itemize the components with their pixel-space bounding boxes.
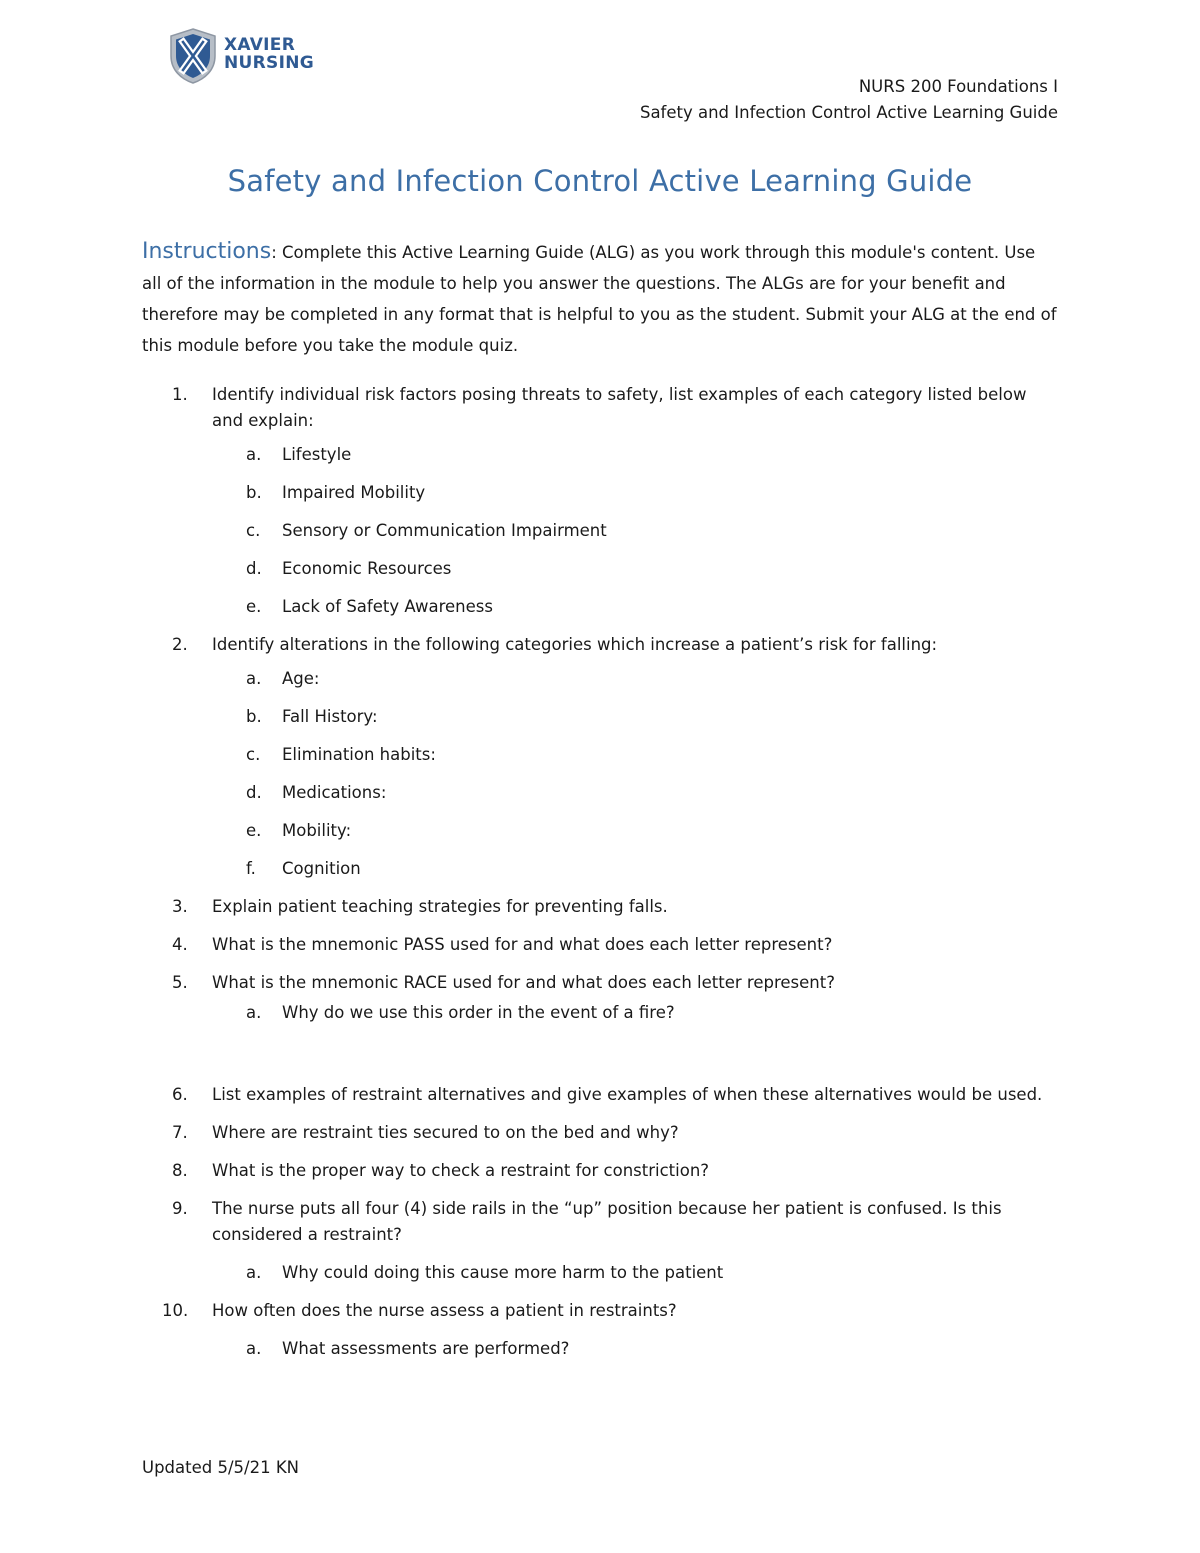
question-number: 8.	[172, 1161, 188, 1180]
question-number: 9.	[172, 1199, 188, 1218]
sub-item	[142, 594, 1057, 620]
sub-letter: a.	[246, 445, 262, 464]
sub-text: Lifestyle	[282, 445, 352, 464]
instructions-text: : Complete this Active Learning Guide (ALG) as you work through this module's content. Use all of the information in the module to help you answer the questions. The ALGs are for your benefit and therefore may be completed in any format that is helpful to you as the student. Submit your ALG at the end of this module before you take the module quiz.	[142, 243, 1057, 355]
question-text: What is the mnemonic RACE used for and what does each letter represent?	[212, 973, 835, 992]
sub-text: What assessments are performed?	[282, 1339, 570, 1358]
sub-item	[142, 856, 1057, 882]
question-9	[142, 1196, 1057, 1248]
instructions-paragraph	[142, 236, 1057, 361]
sub-text: Mobility:	[282, 821, 352, 840]
question-4	[142, 932, 1057, 958]
sub-letter: f.	[246, 859, 256, 878]
sub-item	[142, 666, 1057, 692]
sub-text: Why could doing this cause more harm to the patient	[282, 1263, 724, 1282]
sub-item	[142, 704, 1057, 730]
sub-item	[142, 556, 1057, 582]
sub-item	[142, 1336, 1057, 1362]
document-title: Safety and Infection Control Active Learning Guide	[227, 164, 973, 198]
question-number: 2.	[172, 635, 188, 654]
sub-text: Lack of Safety Awareness	[282, 597, 493, 616]
question-10	[142, 1298, 1057, 1324]
question-2	[142, 632, 1057, 658]
question-text: Identify individual risk factors posing threats to safety, list examples of each category listed below and explain:	[212, 385, 1027, 430]
question-text: Identify alterations in the following categories which increase a patient’s risk for falling:	[212, 635, 938, 654]
sub-letter: c.	[246, 745, 261, 764]
question-text: Explain patient teaching strategies for preventing falls.	[212, 897, 668, 916]
shield-icon	[168, 28, 218, 84]
sub-text: Impaired Mobility	[282, 483, 426, 502]
question-7	[142, 1120, 1057, 1146]
question-text: Where are restraint ties secured to on the bed and why?	[212, 1123, 679, 1142]
sub-letter: b.	[246, 707, 262, 726]
question-8	[142, 1158, 1057, 1184]
question-text: List examples of restraint alternatives and give examples of when these alternatives would be used.	[212, 1085, 1043, 1104]
question-number: 1.	[172, 385, 188, 404]
sub-text: Fall History:	[282, 707, 378, 726]
instructions-heading: Instructions	[142, 239, 272, 264]
question-number: 4.	[172, 935, 188, 954]
sub-letter: d.	[246, 559, 262, 578]
question-number: 6.	[172, 1085, 188, 1104]
sub-text: Age:	[282, 669, 320, 688]
sub-text: Elimination habits:	[282, 745, 436, 764]
sub-letter: a.	[246, 1003, 262, 1022]
sub-item	[142, 518, 1057, 544]
logo-line-1: XAVIER	[224, 35, 296, 55]
sub-letter: a.	[246, 1339, 262, 1358]
question-text: What is the mnemonic PASS used for and what does each letter represent?	[212, 935, 833, 954]
sub-text: Economic Resources	[282, 559, 452, 578]
sub-letter: c.	[246, 521, 261, 540]
logo-line-2: NURSING	[224, 53, 314, 73]
question-text: What is the proper way to check a restraint for constriction?	[212, 1161, 710, 1180]
question-text: How often does the nurse assess a patient in restraints?	[212, 1301, 677, 1320]
sub-item	[142, 780, 1057, 806]
page-footer: Updated 5/5/21 KN	[142, 1458, 299, 1477]
question-6	[142, 1082, 1057, 1108]
sub-letter: a.	[246, 669, 262, 688]
sub-item	[142, 442, 1057, 468]
sub-letter: e.	[246, 821, 262, 840]
question-3	[142, 894, 1057, 920]
logo-wordmark	[224, 36, 314, 72]
question-number: 10.	[162, 1301, 189, 1320]
sub-item	[142, 1260, 1057, 1286]
sub-item	[142, 742, 1057, 768]
sub-text: Cognition	[282, 859, 361, 878]
question-number: 7.	[172, 1123, 188, 1142]
question-text: The nurse puts all four (4) side rails in the “up” position because her patient is confused. Is this considered a restraint?	[212, 1199, 1002, 1244]
question-list	[142, 382, 1057, 1374]
question-1	[142, 382, 1057, 434]
sub-letter: d.	[246, 783, 262, 802]
sub-item	[142, 1000, 1057, 1026]
question-5	[142, 970, 1057, 996]
sub-text: Sensory or Communication Impairment	[282, 521, 607, 540]
xavier-nursing-logo	[168, 28, 328, 84]
question-number: 5.	[172, 973, 188, 992]
sub-item	[142, 480, 1057, 506]
sub-text: Medications:	[282, 783, 387, 802]
sub-letter: a.	[246, 1263, 262, 1282]
page-header	[640, 74, 1058, 126]
header-subtitle: Safety and Infection Control Active Learning Guide	[639, 103, 1058, 122]
question-number: 3.	[172, 897, 188, 916]
sub-text: Why do we use this order in the event of a fire?	[282, 1003, 675, 1022]
course-name: NURS 200 Foundations I	[858, 77, 1058, 96]
sub-letter: b.	[246, 483, 262, 502]
sub-letter: e.	[246, 597, 262, 616]
sub-item	[142, 818, 1057, 844]
